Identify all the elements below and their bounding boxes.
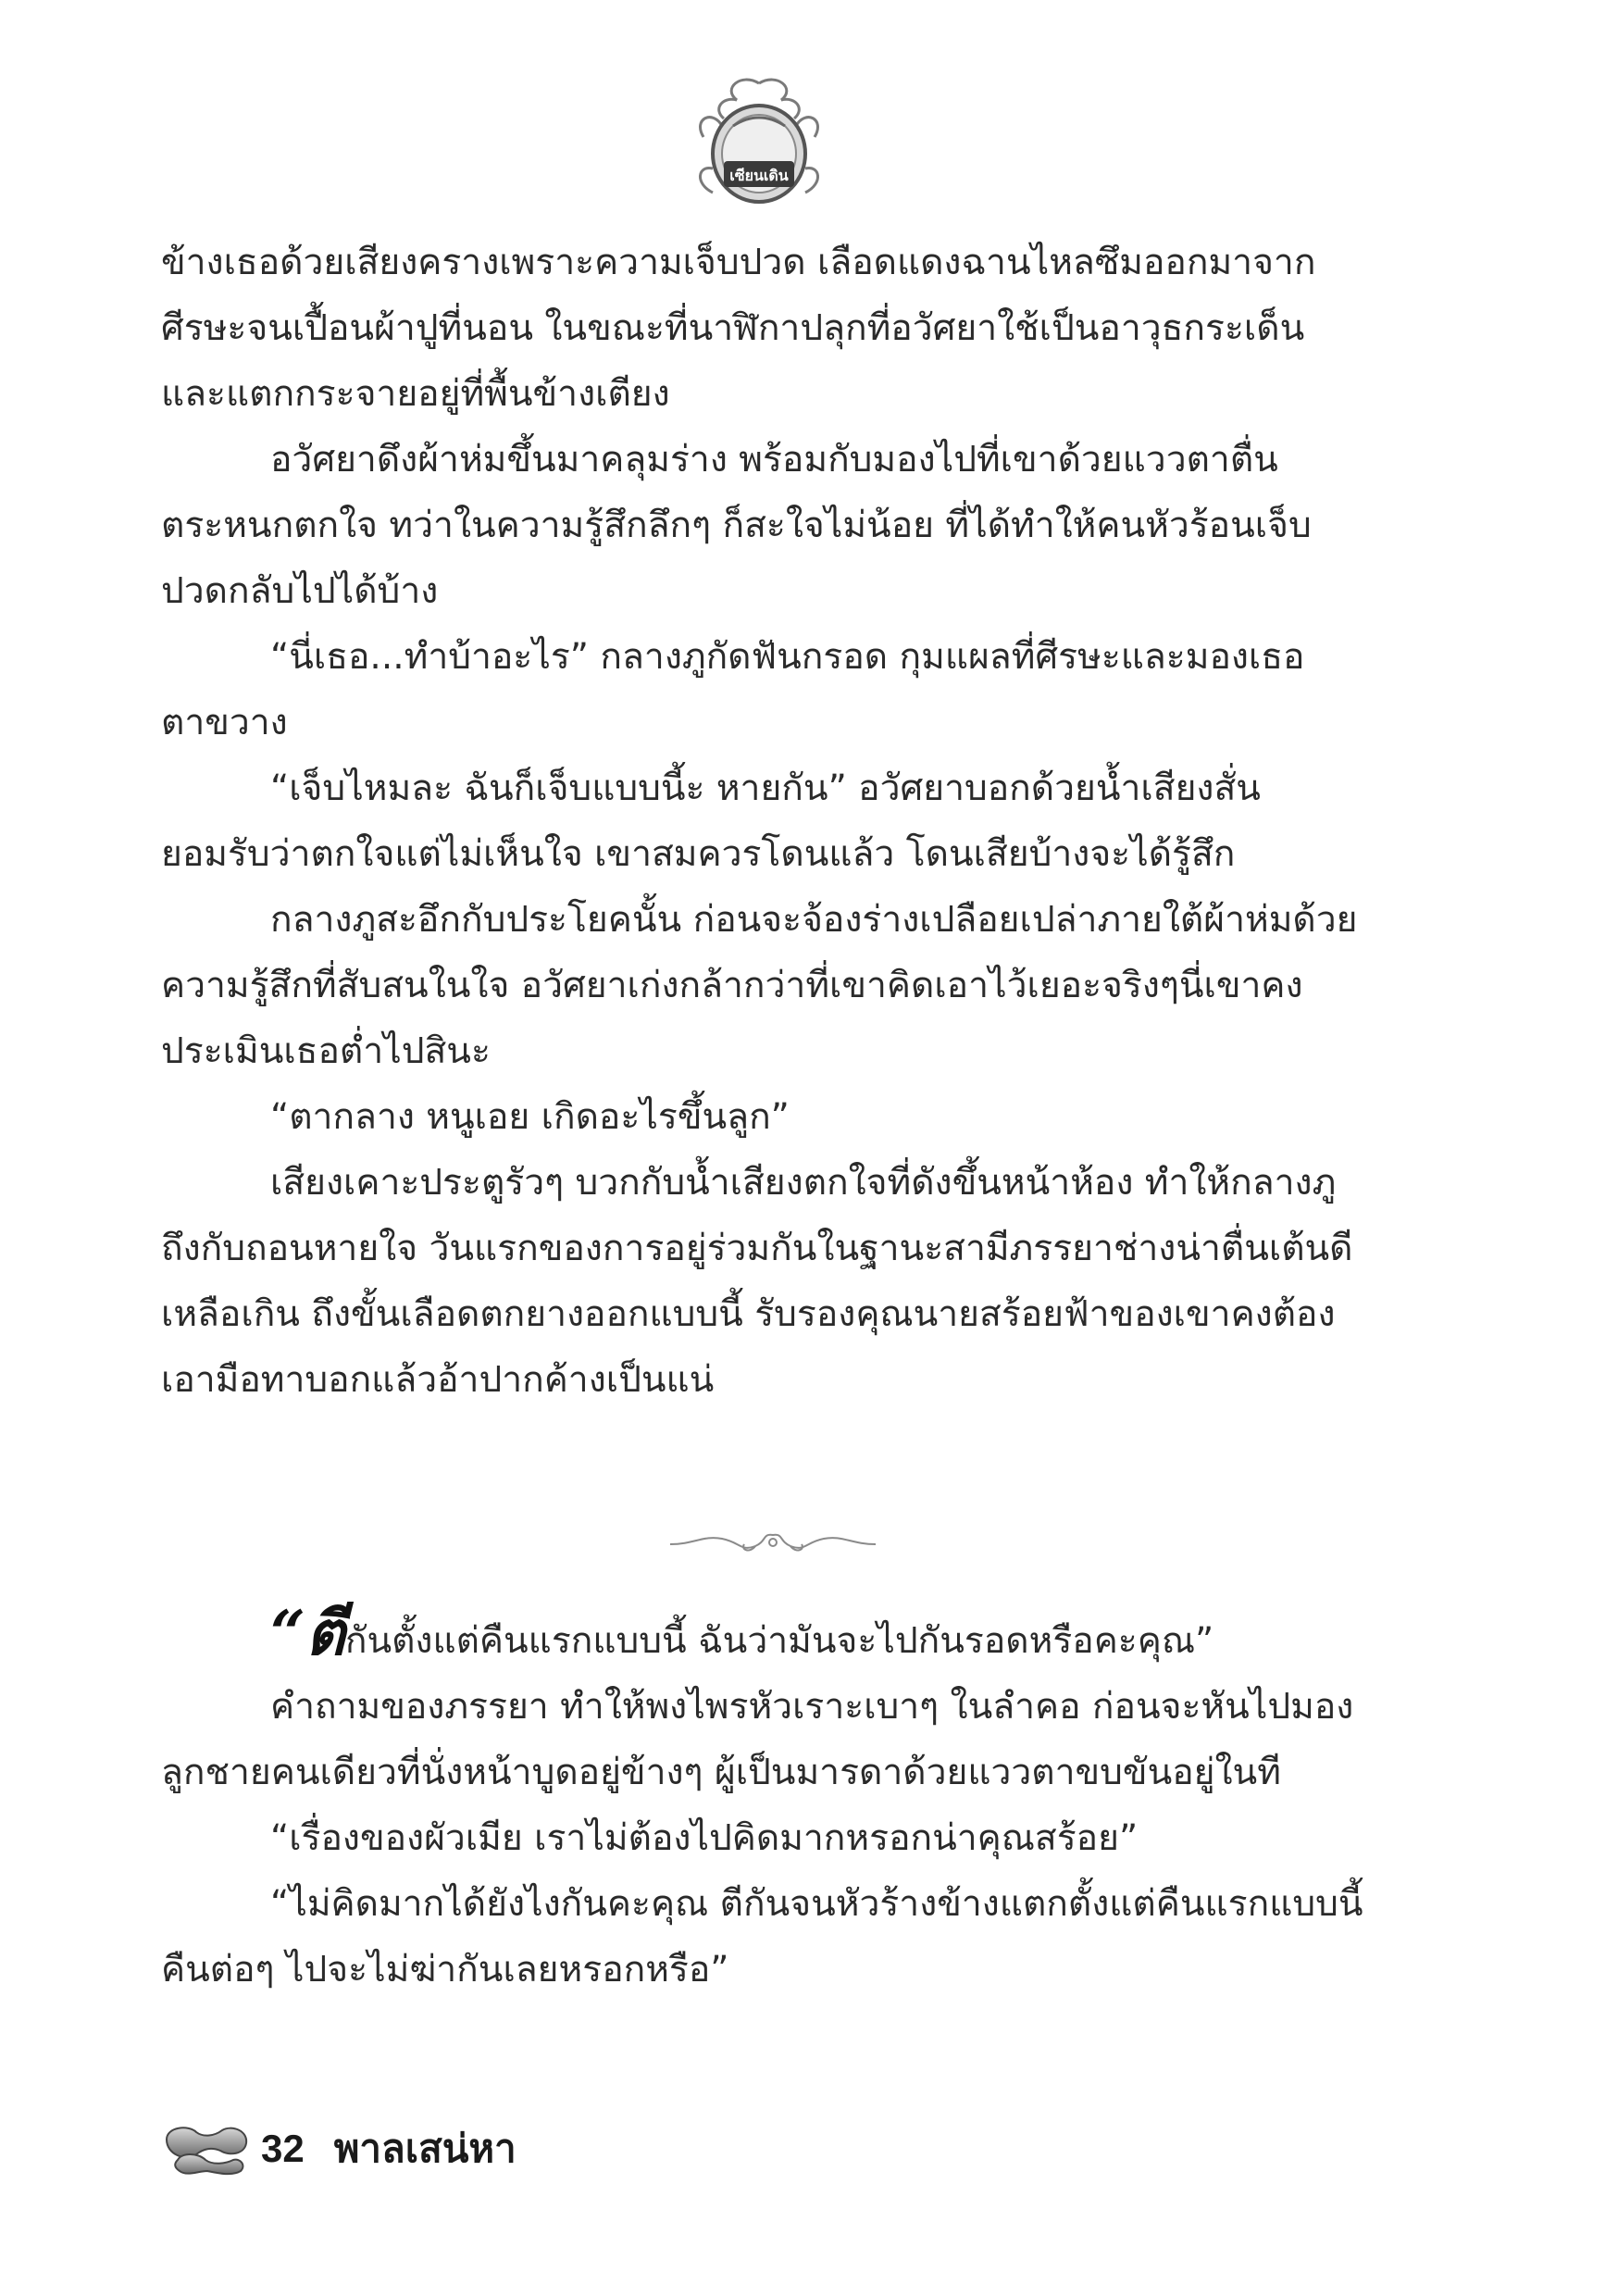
- paragraph: กลางภูสะอึกกับประโยคนั้น ก่อนจะจ้องร่างเปลือยเปล่าภายใต้ผ้าห่มด้วยความรู้สึกที่สับสนในใจ อวัศยาเก่งกล้ากว่าที่เขาคิดเอาไว้เยอะจริงๆนี่เขาคงประเมินเธอต่ำไปสินะ: [161, 899, 1358, 1072]
- book-title: พาลเสน่หา: [333, 2127, 517, 2170]
- paragraph: เสียงเคาะประตูรัวๆ บวกกับน้ำเสียงตกใจที่ดังขึ้นหน้าห้อง ทำให้กลางภูถึงกับถอนหายใจ วันแรกของการอยู่ร่วมกันในฐานะสามีภรรยาช่างน่าตื่นเต้นดีเหลือเกิน ถึงขั้นเลือดตกยางออกแบบนี้ รับรองคุณนายสร้อยฟ้าของเขาคงต้องเอามือทาบอกแล้วอ้าปากค้างเป็นแน่: [161, 1162, 1353, 1401]
- page-footer: [161, 2116, 517, 2181]
- section-divider-ornament: [666, 1526, 879, 1557]
- opening-text: กันตั้งแต่คืนแรกแบบนี้ ฉันว่ามันจะไปกันรอดหรือคะคุณ”: [344, 1620, 1214, 1662]
- section-2-text: [161, 1597, 1364, 2003]
- logo-text: เซียนเดิน: [729, 167, 789, 184]
- paragraph: “ตากลาง หนูเอย เกิดอะไรขึ้นลูก”: [270, 1096, 790, 1138]
- paragraph: “เรื่องของผัวเมีย เราไม่ต้องไปคิดมากหรอกน่าคุณสร้อย”: [270, 1817, 1139, 1859]
- paragraph: “เจ็บไหมละ ฉันก็เจ็บแบบนี้ะ หายกัน” อวัศยาบอกด้วยน้ำเสียงสั่นยอมรับว่าตกใจแต่ไม่เห็นใจ เขาสมควรโดนแล้ว โดนเสียบ้างจะได้รู้สึก: [161, 767, 1261, 875]
- page-number: 32: [261, 2127, 305, 2170]
- paragraph: “ไม่คิดมากได้ยังไงกันคะคุณ ตีกันจนหัวร้างข้างแตกตั้งแต่คืนแรกแบบนี้คืนต่อๆ ไปจะไม่ฆ่ากันเลยหรอกหรือ”: [161, 1883, 1363, 1990]
- paragraph: อวัศยาดึงผ้าห่มขึ้นมาคลุมร่าง พร้อมกับมองไปที่เขาด้วยแววตาตื่นตระหนกตกใจ ทว่าในความรู้สึกลึกๆ ก็สะใจไม่น้อย ที่ได้ทำให้คนหัวร้อนเจ็บปวดกลับไปได้บ้าง: [161, 439, 1312, 612]
- paragraph: “นี่เธอ...ทำบ้าอะไร” กลางภูกัดฟันกรอด กุมแผลที่ศีรษะและมองเธอตาขวาง: [161, 636, 1305, 743]
- paragraph: ข้างเธอด้วยเสียงครางเพราะความเจ็บปวด เลือดแดงฉานไหลซึมออกมาจากศีรษะจนเปื้อนผ้าปูที่นอน ในขณะที่นาฬิกาปลุกที่อวัศยาใช้เป็นอาวุธกระเด็นและแตกกระจายอยู่ที่พื้นข้างเตียง: [161, 242, 1316, 415]
- opening-paragraph: [161, 1597, 1364, 1674]
- drop-cap: “ตี: [270, 1597, 345, 1669]
- header-logo: [676, 72, 842, 211]
- section-1-text: [161, 230, 1364, 1413]
- paragraph: คำถามของภรรยา ทำให้พงไพรหัวเราะเบาๆ ในลำคอ ก่อนจะหันไปมองลูกชายคนเดียวที่นั่งหน้าบูดอยู่ข้างๆ ผู้เป็นมารดาด้วยแววตาขบขันอยู่ในที: [161, 1686, 1354, 1793]
- peanut-icon: [161, 2119, 252, 2178]
